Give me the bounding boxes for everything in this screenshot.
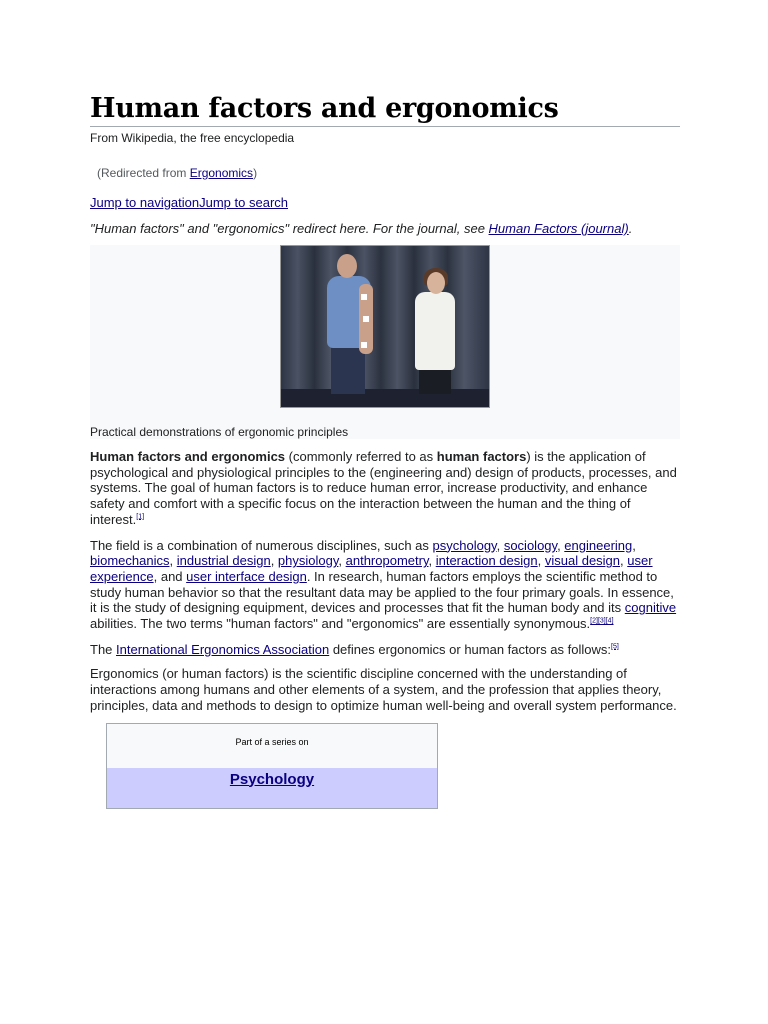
photo-woman-head — [427, 272, 445, 294]
photo-woman-torso — [415, 292, 455, 370]
reference-link[interactable]: [2][3][4] — [590, 617, 614, 625]
jump-links — [90, 195, 680, 210]
link-visual-design[interactable]: visual design — [544, 553, 621, 569]
intro-paragraph: Human factors and ergonomics (commonly referred to as human factors) is the application of psychological and physiological principles to the (engineering and) design of products, processes, and systems. The goal of human factors is to reduce human error, increase productivity, and enhance safety and comfort with a specific focus on the interaction between the human and the thing of interest.[1] — [90, 449, 677, 527]
iea-paragraph: The International Ergonomics Association defines ergonomics or human factors as follows:[5] — [90, 641, 619, 657]
reference-link[interactable]: [5] — [611, 643, 619, 651]
link-international-ergonomics-association[interactable]: International Ergonomics Association — [116, 641, 330, 657]
series-sidebar-box — [106, 723, 438, 809]
photo-marker — [361, 342, 367, 348]
hatnote: "Human factors" and "ergonomics" redirect here. For the journal, see Human Factors (journal). — [90, 221, 633, 236]
page-title: Human factors and ergonomics — [90, 93, 559, 124]
series-psychology-link[interactable]: Psychology — [229, 770, 315, 788]
site-tagline: From Wikipedia, the free encyclopedia — [90, 131, 295, 145]
jump-to-navigation-link[interactable]: Jump to navigation — [90, 195, 200, 210]
photo-marker — [361, 294, 367, 300]
link-sociology[interactable]: sociology — [503, 537, 558, 553]
link-user-experience[interactable]: user experience — [90, 553, 653, 584]
link-physiology[interactable]: physiology — [277, 553, 339, 569]
figure-caption: Practical demonstrations of ergonomic principles — [90, 425, 349, 439]
figure — [90, 245, 680, 439]
photo-man-legs — [331, 346, 365, 394]
photo-floor — [281, 389, 489, 407]
article-content — [90, 92, 680, 809]
definition-quote: Ergonomics (or human factors) is the scientific discipline concerned with the understanding of interactions among humans and other elements of a system, and the profession that applies theory, principles, data and methods to design to optimize human well-being and overall system performance. — [90, 666, 677, 713]
link-cognitive[interactable]: cognitive — [624, 600, 677, 616]
link-psychology[interactable]: psychology — [432, 537, 497, 553]
photo-man-head — [337, 254, 357, 278]
link-biomechanics[interactable]: biomechanics — [90, 553, 170, 569]
link-industrial-design[interactable]: industrial design — [176, 553, 271, 569]
journal-link[interactable]: Human Factors (journal) — [488, 221, 629, 236]
reference-link[interactable]: [1] — [136, 513, 145, 521]
redirect-notice: (Redirected from Ergonomics) — [97, 166, 258, 180]
series-label: Part of a series on — [235, 736, 309, 747]
title-divider — [90, 126, 680, 127]
link-engineering[interactable]: engineering — [564, 537, 633, 553]
photo-woman-legs — [419, 368, 451, 394]
link-user-interface-design[interactable]: user interface design — [186, 568, 307, 584]
jump-to-search-link[interactable]: Jump to search — [199, 195, 288, 210]
photo-marker — [363, 316, 369, 322]
series-header — [107, 768, 437, 808]
disciplines-paragraph: The field is a combination of numerous disciplines, such as psychology, sociology, engineering, biomechanics, industrial design, physiology, anthropometry, interaction design, visual design, user experience, and user interface design. In research, human factors employs the scientific method to study human behavior so that the resultant data may be applied to the four primary goals. In essence, it is the study of designing equipment, devices and processes that fit the human body and its cognitive abilities. The two terms "human factors" and "ergonomics" are essentially synonymous.[2][3][4] — [90, 537, 677, 632]
link-anthropometry[interactable]: anthropometry — [345, 553, 429, 569]
redirect-source-link[interactable]: Ergonomics — [189, 166, 254, 180]
demonstration-photo[interactable] — [280, 245, 490, 408]
link-interaction-design[interactable]: interaction design — [435, 553, 538, 569]
